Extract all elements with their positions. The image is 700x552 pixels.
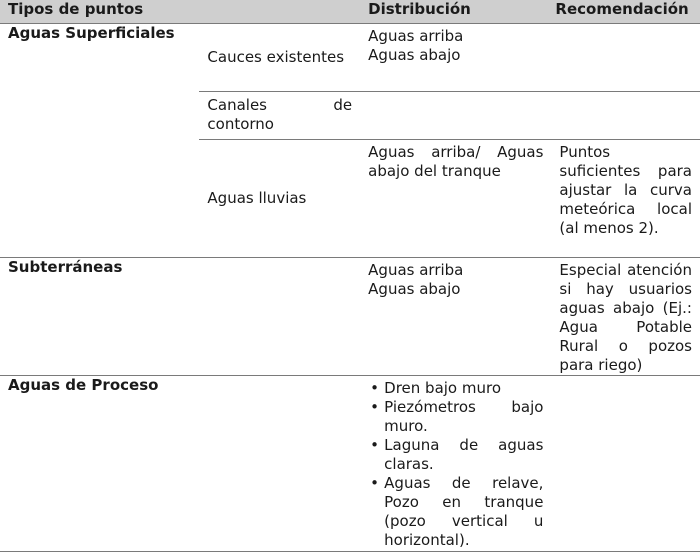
tipo-canales: Canales de contorno [199,91,360,139]
list-item [370,435,544,474]
distribucion-aguas-lluvias: Aguas arriba/ Aguas abajo del tranque [360,139,551,257]
distribucion-cauces: Aguas arriba Aguas abajo [360,23,551,91]
list-item-text: Aguas de relave, Pozo en tranque (pozo vertical u horizontal). [384,473,544,549]
recomendacion-cauces [551,23,700,91]
recomendacion-aguas-lluvias: Puntos suficientes para ajustar la curva meteórica local (al menos 2). [551,139,700,257]
list-item [370,473,544,550]
bullet-icon: • [370,435,380,454]
tipo-cauces: Cauces existentes [199,23,360,91]
table-row [0,257,700,375]
distribucion-proceso [360,375,551,551]
group-label-superficiales: Aguas Superficiales [0,23,199,257]
list-item-text: Dren bajo muro [384,378,502,397]
recomendacion-canales [551,91,700,139]
recomendacion-proceso [551,375,700,551]
header-tipos-de-puntos: Tipos de puntos [8,0,144,18]
recomendacion-subterraneas: Especial atención si hay usuarios aguas abajo (Ej.: Agua Potable Rural o pozos para riego) [551,257,700,375]
header-recomendacion: Recomendación [555,0,689,18]
list-item [370,378,543,398]
table-row [0,23,700,91]
header-distribucion: Distribución [368,0,471,18]
tipo-subterraneas [199,257,360,375]
group-label-subterraneas: Subterráneas [0,257,199,375]
distribucion-canales [360,91,551,139]
group-label-proceso: Aguas de Proceso [0,375,199,551]
distribucion-proceso-list [368,379,543,550]
list-item-text: Laguna de aguas claras. [384,435,544,473]
list-item [370,397,544,436]
table-row [0,375,700,551]
bullet-icon: • [370,473,380,492]
list-item-text: Piezómetros bajo muro. [384,397,544,435]
tipo-proceso [199,375,360,551]
table-header-row [0,0,700,23]
header-blank [199,0,360,23]
tipo-aguas-lluvias: Aguas lluvias [199,139,360,257]
bullet-icon: • [370,378,380,397]
bullet-icon: • [370,397,380,416]
distribucion-subterraneas: Aguas arriba Aguas abajo [360,257,551,375]
